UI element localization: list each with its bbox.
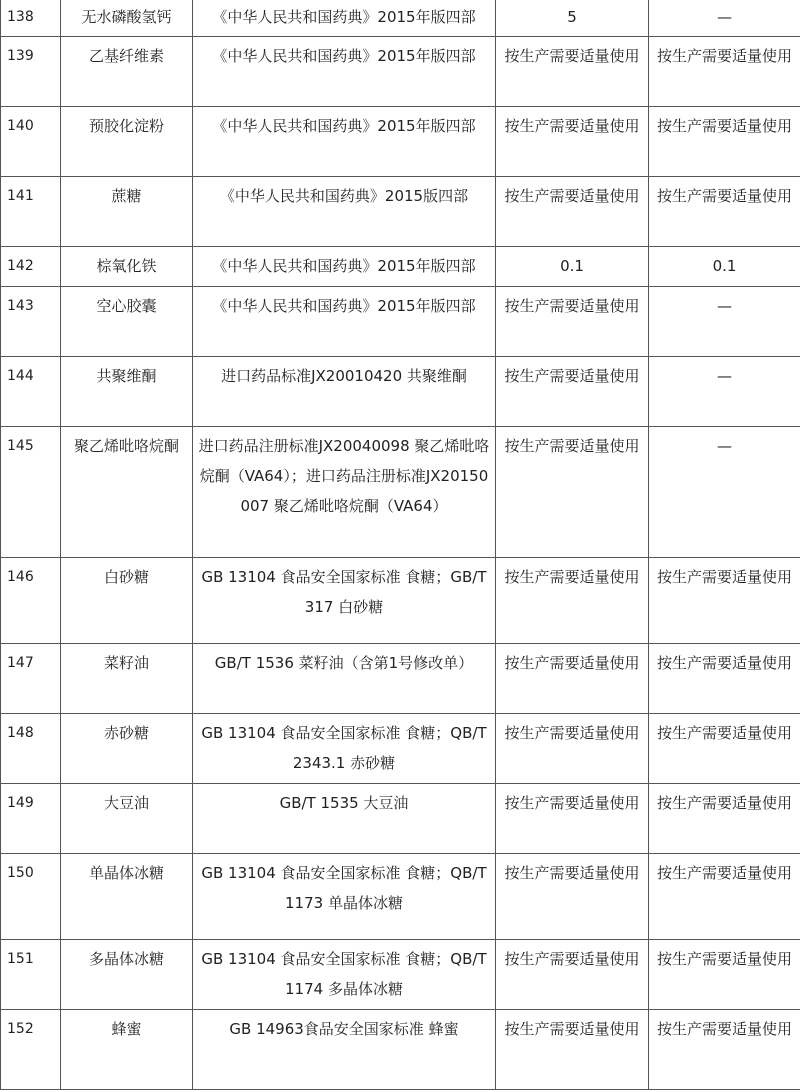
- standard-cell: 《中华人民共和国药典》2015版四部: [193, 177, 496, 247]
- standard-cell: GB 13104 食品安全国家标准 食糖；QB/T 2343.1 赤砂糖: [193, 714, 496, 784]
- table-row: [1, 427, 800, 558]
- ingredient-name-cell: 赤砂糖: [61, 714, 193, 784]
- limit-cell-1: 按生产需要适量使用: [496, 714, 649, 784]
- limit-cell-1: 0.1: [496, 247, 649, 287]
- ingredient-name-cell: 菜籽油: [61, 644, 193, 714]
- ingredient-name-cell: 大豆油: [61, 784, 193, 854]
- row-number-cell: 139: [1, 37, 61, 107]
- table-row: [1, 784, 800, 854]
- row-number-cell: 143: [1, 287, 61, 357]
- limit-cell-1: 按生产需要适量使用: [496, 37, 649, 107]
- standard-cell: 《中华人民共和国药典》2015年版四部: [193, 287, 496, 357]
- standard-cell: 《中华人民共和国药典》2015年版四部: [193, 107, 496, 177]
- limit-cell-2: 按生产需要适量使用: [649, 940, 800, 1010]
- row-number-cell: 144: [1, 357, 61, 427]
- ingredient-name-cell: 无水磷酸氢钙: [61, 0, 193, 37]
- ingredient-name-cell: 空心胶囊: [61, 287, 193, 357]
- limit-cell-1: 按生产需要适量使用: [496, 427, 649, 558]
- table-row: [1, 357, 800, 427]
- limit-cell-1: 按生产需要适量使用: [496, 357, 649, 427]
- table-row: [1, 0, 800, 37]
- row-number-cell: 140: [1, 107, 61, 177]
- standard-cell: GB/T 1536 菜籽油（含第1号修改单）: [193, 644, 496, 714]
- standard-cell: GB 14963食品安全国家标准 蜂蜜: [193, 1010, 496, 1090]
- standard-cell: GB 13104 食品安全国家标准 食糖；QB/T 1174 多晶体冰糖: [193, 940, 496, 1010]
- standard-cell: 进口药品注册标准JX20040098 聚乙烯吡咯烷酮（VA64）；进口药品注册标准JX20150007 聚乙烯吡咯烷酮（VA64）: [193, 427, 496, 558]
- limit-cell-2: 按生产需要适量使用: [649, 1010, 800, 1090]
- ingredient-name-cell: 聚乙烯吡咯烷酮: [61, 427, 193, 558]
- limit-cell-2: 按生产需要适量使用: [649, 644, 800, 714]
- standard-cell: GB 13104 食品安全国家标准 食糖；GB/T 317 白砂糖: [193, 558, 496, 644]
- table-row: [1, 1010, 800, 1090]
- row-number-cell: 151: [1, 940, 61, 1010]
- limit-cell-1: 按生产需要适量使用: [496, 287, 649, 357]
- limit-cell-2: 0.1: [649, 247, 800, 287]
- standard-cell: 《中华人民共和国药典》2015年版四部: [193, 247, 496, 287]
- row-number-cell: 149: [1, 784, 61, 854]
- limit-cell-1: 5: [496, 0, 649, 37]
- row-number-cell: 147: [1, 644, 61, 714]
- limit-cell-2: 按生产需要适量使用: [649, 107, 800, 177]
- limit-cell-1: 按生产需要适量使用: [496, 1010, 649, 1090]
- limit-cell-1: 按生产需要适量使用: [496, 784, 649, 854]
- ingredient-name-cell: 共聚维酮: [61, 357, 193, 427]
- ingredient-name-cell: 多晶体冰糖: [61, 940, 193, 1010]
- limit-cell-2: 按生产需要适量使用: [649, 37, 800, 107]
- limit-cell-2: —: [649, 427, 800, 558]
- table-row: [1, 940, 800, 1010]
- limit-cell-1: 按生产需要适量使用: [496, 177, 649, 247]
- table-row: [1, 177, 800, 247]
- limit-cell-1: 按生产需要适量使用: [496, 558, 649, 644]
- ingredient-name-cell: 白砂糖: [61, 558, 193, 644]
- table-row: [1, 714, 800, 784]
- ingredient-name-cell: 蜂蜜: [61, 1010, 193, 1090]
- table-row: [1, 558, 800, 644]
- limit-cell-2: —: [649, 287, 800, 357]
- row-number-cell: 142: [1, 247, 61, 287]
- row-number-cell: 145: [1, 427, 61, 558]
- row-number-cell: 146: [1, 558, 61, 644]
- standard-cell: 进口药品标准JX20010420 共聚维酮: [193, 357, 496, 427]
- ingredient-name-cell: 棕氧化铁: [61, 247, 193, 287]
- table-row: [1, 247, 800, 287]
- limit-cell-1: 按生产需要适量使用: [496, 854, 649, 940]
- standard-cell: 《中华人民共和国药典》2015年版四部: [193, 37, 496, 107]
- limit-cell-1: 按生产需要适量使用: [496, 107, 649, 177]
- limit-cell-2: 按生产需要适量使用: [649, 558, 800, 644]
- ingredient-name-cell: 预胶化淀粉: [61, 107, 193, 177]
- table-row: [1, 287, 800, 357]
- row-number-cell: 150: [1, 854, 61, 940]
- row-number-cell: 152: [1, 1010, 61, 1090]
- row-number-cell: 148: [1, 714, 61, 784]
- limit-cell-2: —: [649, 357, 800, 427]
- ingredient-name-cell: 乙基纤维素: [61, 37, 193, 107]
- table-body: [1, 0, 800, 1090]
- limit-cell-2: —: [649, 0, 800, 37]
- limit-cell-1: 按生产需要适量使用: [496, 940, 649, 1010]
- ingredient-name-cell: 蔗糖: [61, 177, 193, 247]
- table-row: [1, 854, 800, 940]
- table-row: [1, 107, 800, 177]
- limit-cell-2: 按生产需要适量使用: [649, 714, 800, 784]
- ingredient-name-cell: 单晶体冰糖: [61, 854, 193, 940]
- standard-cell: 《中华人民共和国药典》2015年版四部: [193, 0, 496, 37]
- limit-cell-2: 按生产需要适量使用: [649, 854, 800, 940]
- row-number-cell: 141: [1, 177, 61, 247]
- limit-cell-2: 按生产需要适量使用: [649, 784, 800, 854]
- limit-cell-2: 按生产需要适量使用: [649, 177, 800, 247]
- row-number-cell: 138: [1, 0, 61, 37]
- table-row: [1, 37, 800, 107]
- standard-cell: GB 13104 食品安全国家标准 食糖；QB/T 1173 单晶体冰糖: [193, 854, 496, 940]
- table-row: [1, 644, 800, 714]
- limit-cell-1: 按生产需要适量使用: [496, 644, 649, 714]
- standard-cell: GB/T 1535 大豆油: [193, 784, 496, 854]
